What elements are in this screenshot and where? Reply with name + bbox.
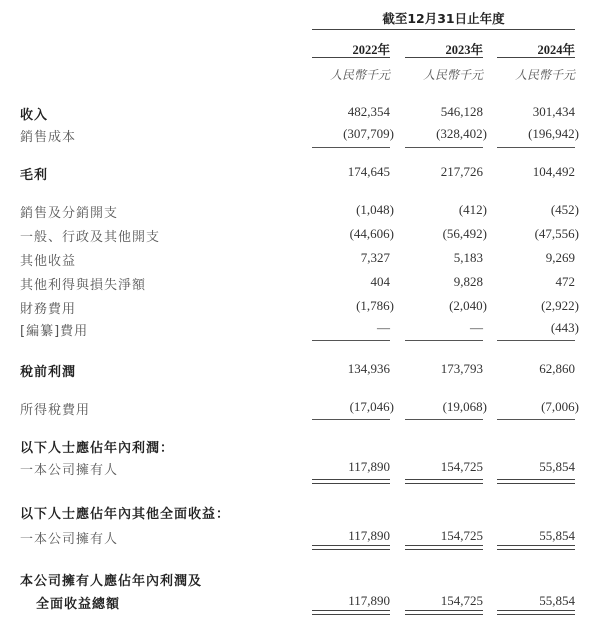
period-title: 截至12月31日止年度 bbox=[382, 11, 505, 26]
cell-revenue-2024: 301,434 bbox=[532, 104, 575, 119]
cell-other-gains-2022: 404 bbox=[370, 274, 390, 289]
cell-finance-2024: (2,922) bbox=[541, 298, 579, 313]
cell-owners-profit-2022: 117,890 bbox=[348, 459, 390, 474]
total-double-rule bbox=[405, 545, 483, 550]
total-double-rule bbox=[312, 479, 390, 484]
total-double-rule bbox=[497, 610, 575, 615]
cell-gross-profit-2022: 174,645 bbox=[347, 164, 390, 179]
total-double-rule bbox=[405, 479, 483, 484]
row-label-owners-oci: 一本公司擁有人 bbox=[20, 532, 119, 547]
cell-owners-profit-2024: 55,854 bbox=[539, 459, 575, 474]
subtotal-divider bbox=[497, 419, 575, 420]
row-label-profit-before-tax: 稅前利潤 bbox=[20, 365, 77, 380]
row-label-finance-costs: 財務費用 bbox=[20, 302, 77, 317]
unit-label: 人民幣千元 bbox=[422, 68, 483, 82]
cell-other-gains-2023: 9,828 bbox=[453, 274, 483, 289]
total-double-rule bbox=[405, 610, 483, 615]
cell-pbt-2024: 62,860 bbox=[539, 361, 575, 376]
row-label-other-income: 其他收益 bbox=[20, 254, 77, 269]
cell-selling-2023: (412) bbox=[458, 202, 487, 217]
year-header-2024: 2024年 bbox=[537, 43, 575, 57]
cell-owners-oci-2024: 55,854 bbox=[539, 528, 575, 543]
cell-owners-oci-2022: 117,890 bbox=[348, 528, 390, 543]
section-label-profit-attributable: 以下人士應佔年內利潤： bbox=[20, 441, 175, 456]
row-label-total-comprehensive-income: 全面收益總額 bbox=[36, 597, 121, 612]
row-label-admin-expenses: 一般、行政及其他開支 bbox=[20, 230, 161, 245]
cell-finance-2023: (2,040) bbox=[449, 298, 487, 313]
cell-redacted-2024: (443) bbox=[550, 320, 579, 335]
cell-selling-2024: (452) bbox=[550, 202, 579, 217]
cell-tax-2022: (17,046) bbox=[349, 399, 394, 414]
cell-pbt-2023: 173,793 bbox=[440, 361, 483, 376]
section-label-total-comprehensive: 本公司擁有人應佔年內利潤及 bbox=[20, 574, 203, 589]
cell-cost-of-sales-2024: (196,942) bbox=[528, 126, 579, 141]
cell-cost-of-sales-2023: (328,402) bbox=[436, 126, 487, 141]
cell-total-ci-2022: 117,890 bbox=[348, 593, 390, 608]
row-label-income-tax: 所得稅費用 bbox=[20, 403, 91, 418]
cell-finance-2022: (1,786) bbox=[356, 298, 394, 313]
cell-other-income-2023: 5,183 bbox=[453, 250, 483, 265]
year-header-2023: 2023年 bbox=[445, 43, 483, 57]
row-label-gross-profit: 毛利 bbox=[20, 168, 49, 183]
cell-owners-oci-2023: 154,725 bbox=[440, 528, 483, 543]
cell-other-income-2024: 9,269 bbox=[545, 250, 575, 265]
section-label-oci-attributable: 以下人士應佔年內其他全面收益： bbox=[20, 507, 231, 522]
cell-other-income-2022: 7,327 bbox=[360, 250, 390, 265]
cell-revenue-2023: 546,128 bbox=[440, 104, 483, 119]
cell-revenue-2022: 482,354 bbox=[347, 104, 390, 119]
year-header-2022: 2022年 bbox=[352, 43, 390, 57]
cell-owners-profit-2023: 154,725 bbox=[440, 459, 483, 474]
subtotal-divider bbox=[312, 147, 390, 148]
row-label-selling-expenses: 銷售及分銷開支 bbox=[20, 206, 119, 221]
cell-tax-2024: (7,006) bbox=[541, 399, 579, 414]
cell-admin-2024: (47,556) bbox=[534, 226, 579, 241]
row-label-redacted-expenses: [編纂]費用 bbox=[20, 324, 89, 339]
cell-admin-2022: (44,606) bbox=[349, 226, 394, 241]
subtotal-divider bbox=[405, 419, 483, 420]
row-label-revenue: 收入 bbox=[20, 108, 49, 123]
total-double-rule bbox=[312, 545, 390, 550]
total-double-rule bbox=[312, 610, 390, 615]
row-label-cost-of-sales: 銷售成本 bbox=[20, 130, 77, 145]
subtotal-divider bbox=[497, 340, 575, 341]
row-label-owners-profit: 一本公司擁有人 bbox=[20, 463, 119, 478]
cell-total-ci-2023: 154,725 bbox=[440, 593, 483, 608]
unit-label: 人民幣千元 bbox=[514, 68, 575, 82]
total-double-rule bbox=[497, 545, 575, 550]
header-divider bbox=[312, 29, 575, 30]
cell-tax-2023: (19,068) bbox=[442, 399, 487, 414]
year-divider bbox=[312, 57, 390, 58]
subtotal-divider bbox=[405, 340, 483, 341]
cell-other-gains-2024: 472 bbox=[555, 274, 575, 289]
year-divider bbox=[497, 57, 575, 58]
subtotal-divider bbox=[497, 147, 575, 148]
cell-gross-profit-2024: 104,492 bbox=[532, 164, 575, 179]
row-label-other-gains: 其他利得與損失淨額 bbox=[20, 278, 147, 293]
cell-admin-2023: (56,492) bbox=[442, 226, 487, 241]
unit-label: 人民幣千元 bbox=[329, 68, 390, 82]
cell-total-ci-2024: 55,854 bbox=[539, 593, 575, 608]
cell-pbt-2022: 134,936 bbox=[347, 361, 390, 376]
cell-redacted-2022: — bbox=[377, 320, 390, 335]
subtotal-divider bbox=[312, 340, 390, 341]
cell-redacted-2023: — bbox=[470, 320, 483, 335]
cell-gross-profit-2023: 217,726 bbox=[440, 164, 483, 179]
cell-selling-2022: (1,048) bbox=[356, 202, 394, 217]
subtotal-divider bbox=[405, 147, 483, 148]
subtotal-divider bbox=[312, 419, 390, 420]
year-divider bbox=[405, 57, 483, 58]
cell-cost-of-sales-2022: (307,709) bbox=[343, 126, 394, 141]
total-double-rule bbox=[497, 479, 575, 484]
